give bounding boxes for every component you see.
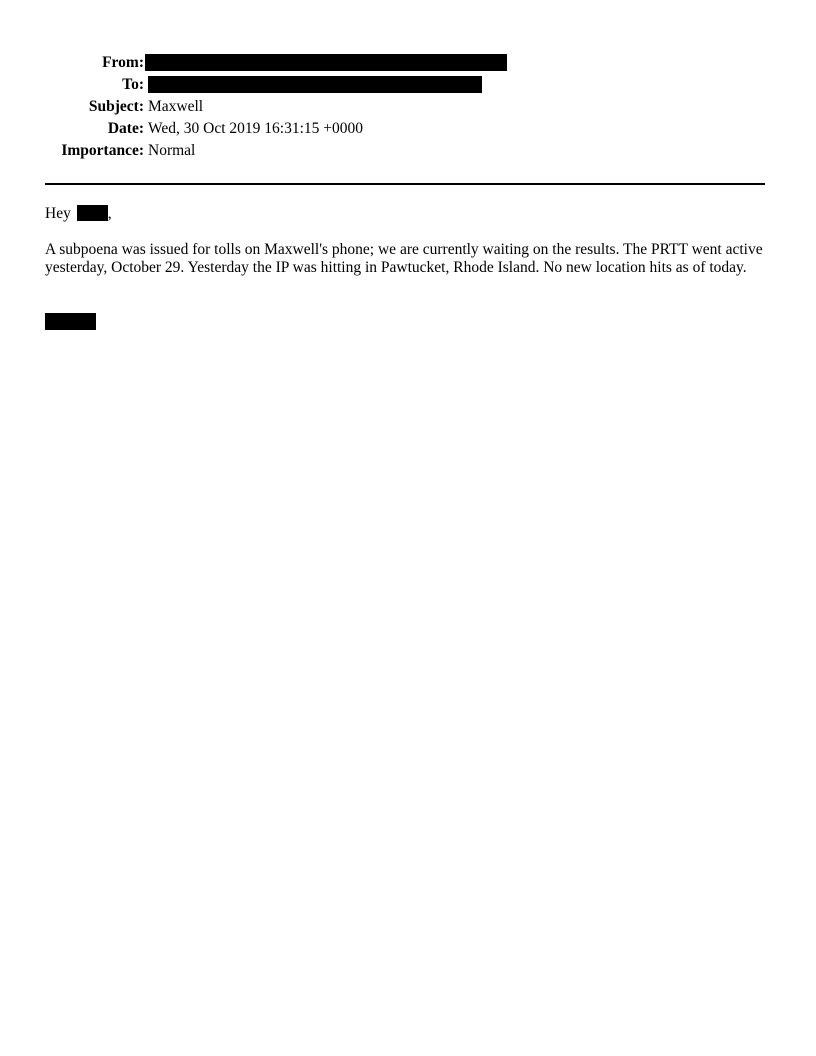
importance-label: Importance:: [61, 142, 144, 159]
importance-value: Normal: [148, 142, 196, 159]
greeting-prefix: Hey: [45, 205, 71, 222]
from-label: From:: [102, 54, 144, 71]
redacted-recipient-name: [77, 205, 108, 221]
redacted-from-address: [145, 54, 507, 71]
to-label: To:: [122, 76, 144, 93]
date-value: Wed, 30 Oct 2019 16:31:15 +0000: [148, 120, 364, 137]
redacted-signature: [45, 313, 96, 330]
header-subject-row: [0, 96, 816, 118]
header-date-row: [0, 118, 816, 140]
header-importance-row: [0, 140, 816, 162]
greeting-line: [45, 205, 775, 223]
greeting-suffix: ,: [107, 205, 112, 222]
subject-value: Maxwell: [148, 98, 204, 115]
header-divider: [45, 183, 765, 185]
message-paragraph: A subpoena was issued for tolls on Maxwell's phone; we are currently waiting on the results. The PRTT went active yesterday, October 29. Yesterday the IP was hitting in Pawtucket, Rhode Island. No new location hits as of today.: [45, 241, 763, 276]
subject-label: Subject:: [88, 98, 144, 115]
date-label: Date:: [107, 120, 144, 137]
redacted-to-address: [148, 76, 482, 93]
